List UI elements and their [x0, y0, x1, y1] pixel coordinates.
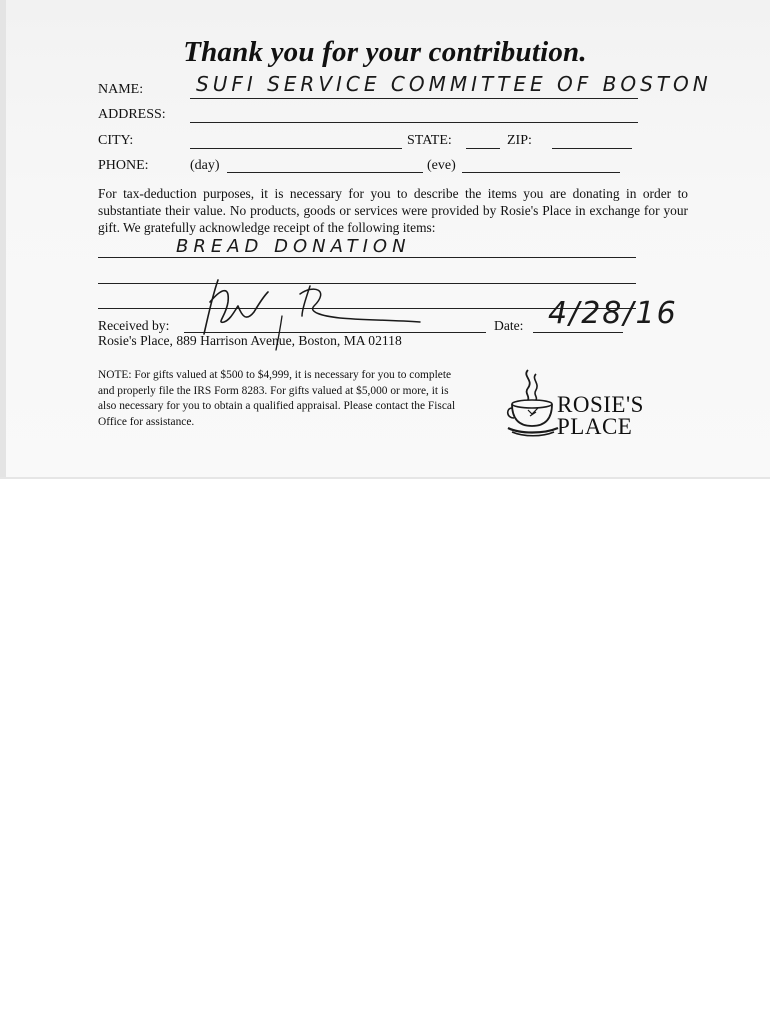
name-label: NAME:	[98, 82, 144, 97]
phone-eve-label: (eve)	[427, 158, 456, 173]
items-line-1	[98, 257, 636, 258]
logo-text-line2: PLACE	[557, 414, 633, 439]
scan-edge	[0, 0, 6, 478]
date-handwritten: 4/28/16	[548, 296, 678, 331]
coffee-cup-icon	[506, 366, 560, 440]
zip-label: ZIP:	[507, 133, 532, 148]
items-handwritten: BREAD DONATION	[176, 236, 411, 257]
appraisal-note: NOTE: For gifts valued at $500 to $4,999, it is necessary for you to complete and properly file the IRS Form 8283. For gifts valued at $5,000 or more, it is also necessary for you to obtain a qualified appraisal. Please contact the Fiscal Office for assistance.	[98, 369, 456, 428]
scan-paper-edge	[0, 477, 770, 479]
city-label: CITY:	[98, 133, 134, 148]
logo-text-line1: ROSIE'S	[557, 392, 644, 417]
phone-day-line	[227, 172, 423, 173]
state-line	[466, 148, 500, 149]
zip-line	[552, 148, 632, 149]
city-line	[190, 148, 402, 149]
address-line	[190, 122, 638, 123]
phone-eve-line	[462, 172, 620, 173]
state-label: STATE:	[407, 133, 452, 148]
organization-address: Rosie's Place, 889 Harrison Avenue, Boston, MA 02118	[98, 333, 402, 348]
name-handwritten: SUFI SERVICE COMMITTEE OF BOSTON	[196, 72, 712, 96]
form-title: Thank you for your contribution.	[183, 36, 587, 68]
tax-deduction-instructions: For tax-deduction purposes, it is necessary for you to describe the items you are donating in order to substantiate their value. No products, goods or services were provided by Rosie's Place in exchange for your gift. We gratefully acknowledge receipt of the following items:	[98, 186, 688, 235]
received-by-label: Received by:	[98, 318, 170, 333]
phone-day-label: (day)	[190, 158, 220, 173]
date-label: Date:	[494, 318, 524, 333]
date-line	[533, 332, 623, 333]
name-line	[190, 98, 638, 99]
phone-label: PHONE:	[98, 158, 149, 173]
address-label: ADDRESS:	[98, 107, 166, 122]
